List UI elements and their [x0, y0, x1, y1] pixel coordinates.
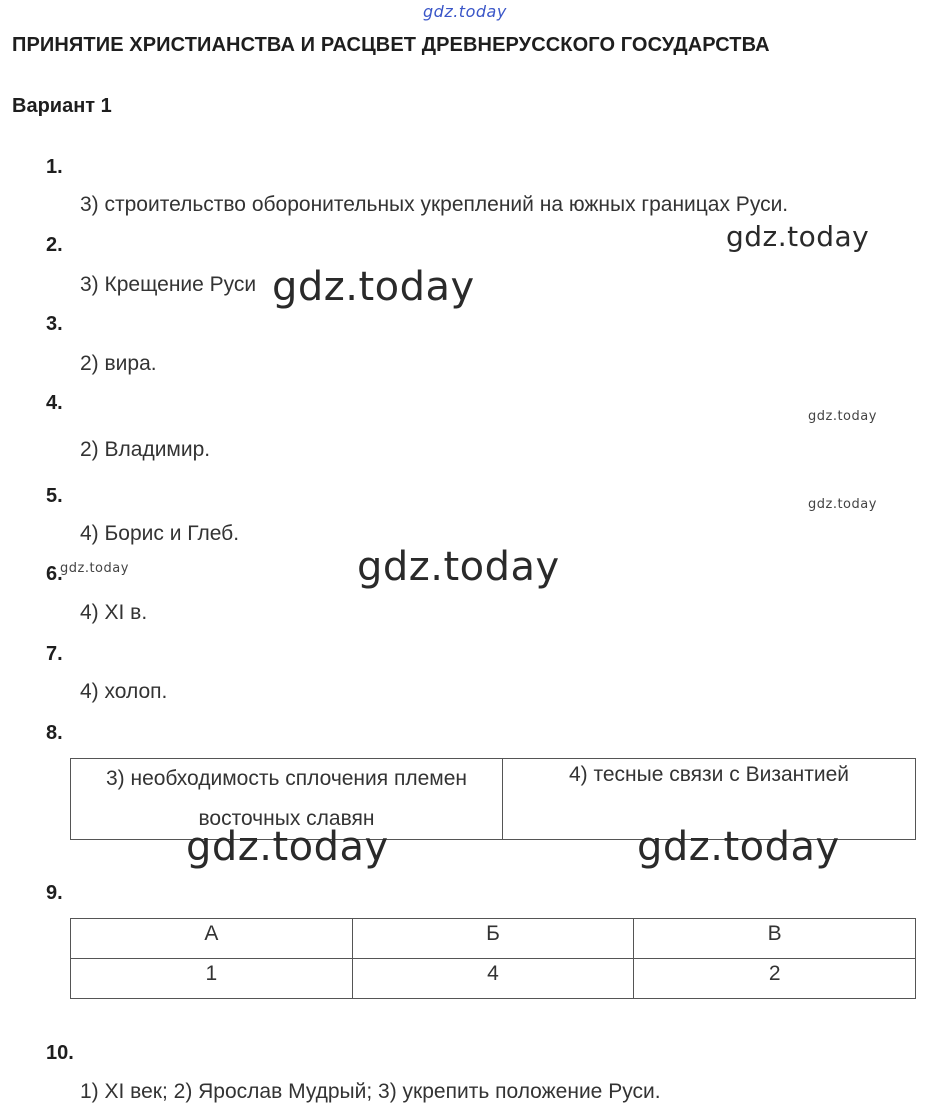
question-number-5: 5.	[46, 485, 63, 507]
question-number-10: 10.	[46, 1042, 74, 1064]
watermark-6: gdz.today	[60, 561, 129, 576]
question-number-6: 6.	[46, 563, 63, 585]
watermark-top: gdz.today	[423, 2, 507, 21]
answer-9-value-v: 2	[634, 959, 916, 999]
watermark-8: gdz.today	[637, 824, 840, 870]
answer-9-value-row	[71, 959, 916, 999]
answer-9-header-a: А	[71, 919, 353, 959]
page-title: ПРИНЯТИЕ ХРИСТИАНСТВА И РАСЦВЕТ ДРЕВНЕРУССКОГО ГОСУДАРСТВА	[12, 34, 770, 56]
watermark-1: gdz.today	[726, 220, 870, 253]
answer-2: 3) Крещение Руси	[80, 273, 257, 296]
watermark-4: gdz.today	[808, 497, 877, 512]
answer-9-header-b: Б	[352, 919, 634, 959]
answer-3: 2) вира.	[80, 352, 157, 375]
answer-7: 4) холоп.	[80, 680, 168, 703]
answer-4: 2) Владимир.	[80, 438, 211, 461]
question-number-8: 8.	[46, 722, 63, 744]
question-number-2: 2.	[46, 234, 63, 256]
watermark-3: gdz.today	[808, 409, 877, 424]
question-number-1: 1.	[46, 156, 63, 178]
answer-9-value-b: 4	[352, 959, 634, 999]
question-number-7: 7.	[46, 643, 63, 665]
variant-heading: Вариант 1	[12, 95, 112, 117]
question-number-4: 4.	[46, 392, 63, 414]
answer-9-table	[70, 918, 916, 999]
answer-9-header-v: В	[634, 919, 916, 959]
answer-8-cell-2: 4) тесные связи с Византией	[502, 759, 915, 840]
question-number-9: 9.	[46, 882, 63, 904]
answer-1: 3) строительство оборонительных укреплений на южных границах Руси.	[80, 193, 789, 216]
answer-10: 1) XI век; 2) Ярослав Мудрый; 3) укрепить положение Руси.	[80, 1080, 661, 1103]
answer-6: 4) XI в.	[80, 601, 148, 624]
answer-9-header-row	[71, 919, 916, 959]
question-number-3: 3.	[46, 313, 63, 335]
watermark-5: gdz.today	[357, 544, 560, 590]
watermark-2: gdz.today	[272, 264, 475, 310]
watermark-7: gdz.today	[186, 824, 389, 870]
answer-8-cell-1: 3) необходимость сплочения племен восточных славян	[71, 759, 503, 840]
answer-9-value-a: 1	[71, 959, 353, 999]
answer-5: 4) Борис и Глеб.	[80, 522, 240, 545]
